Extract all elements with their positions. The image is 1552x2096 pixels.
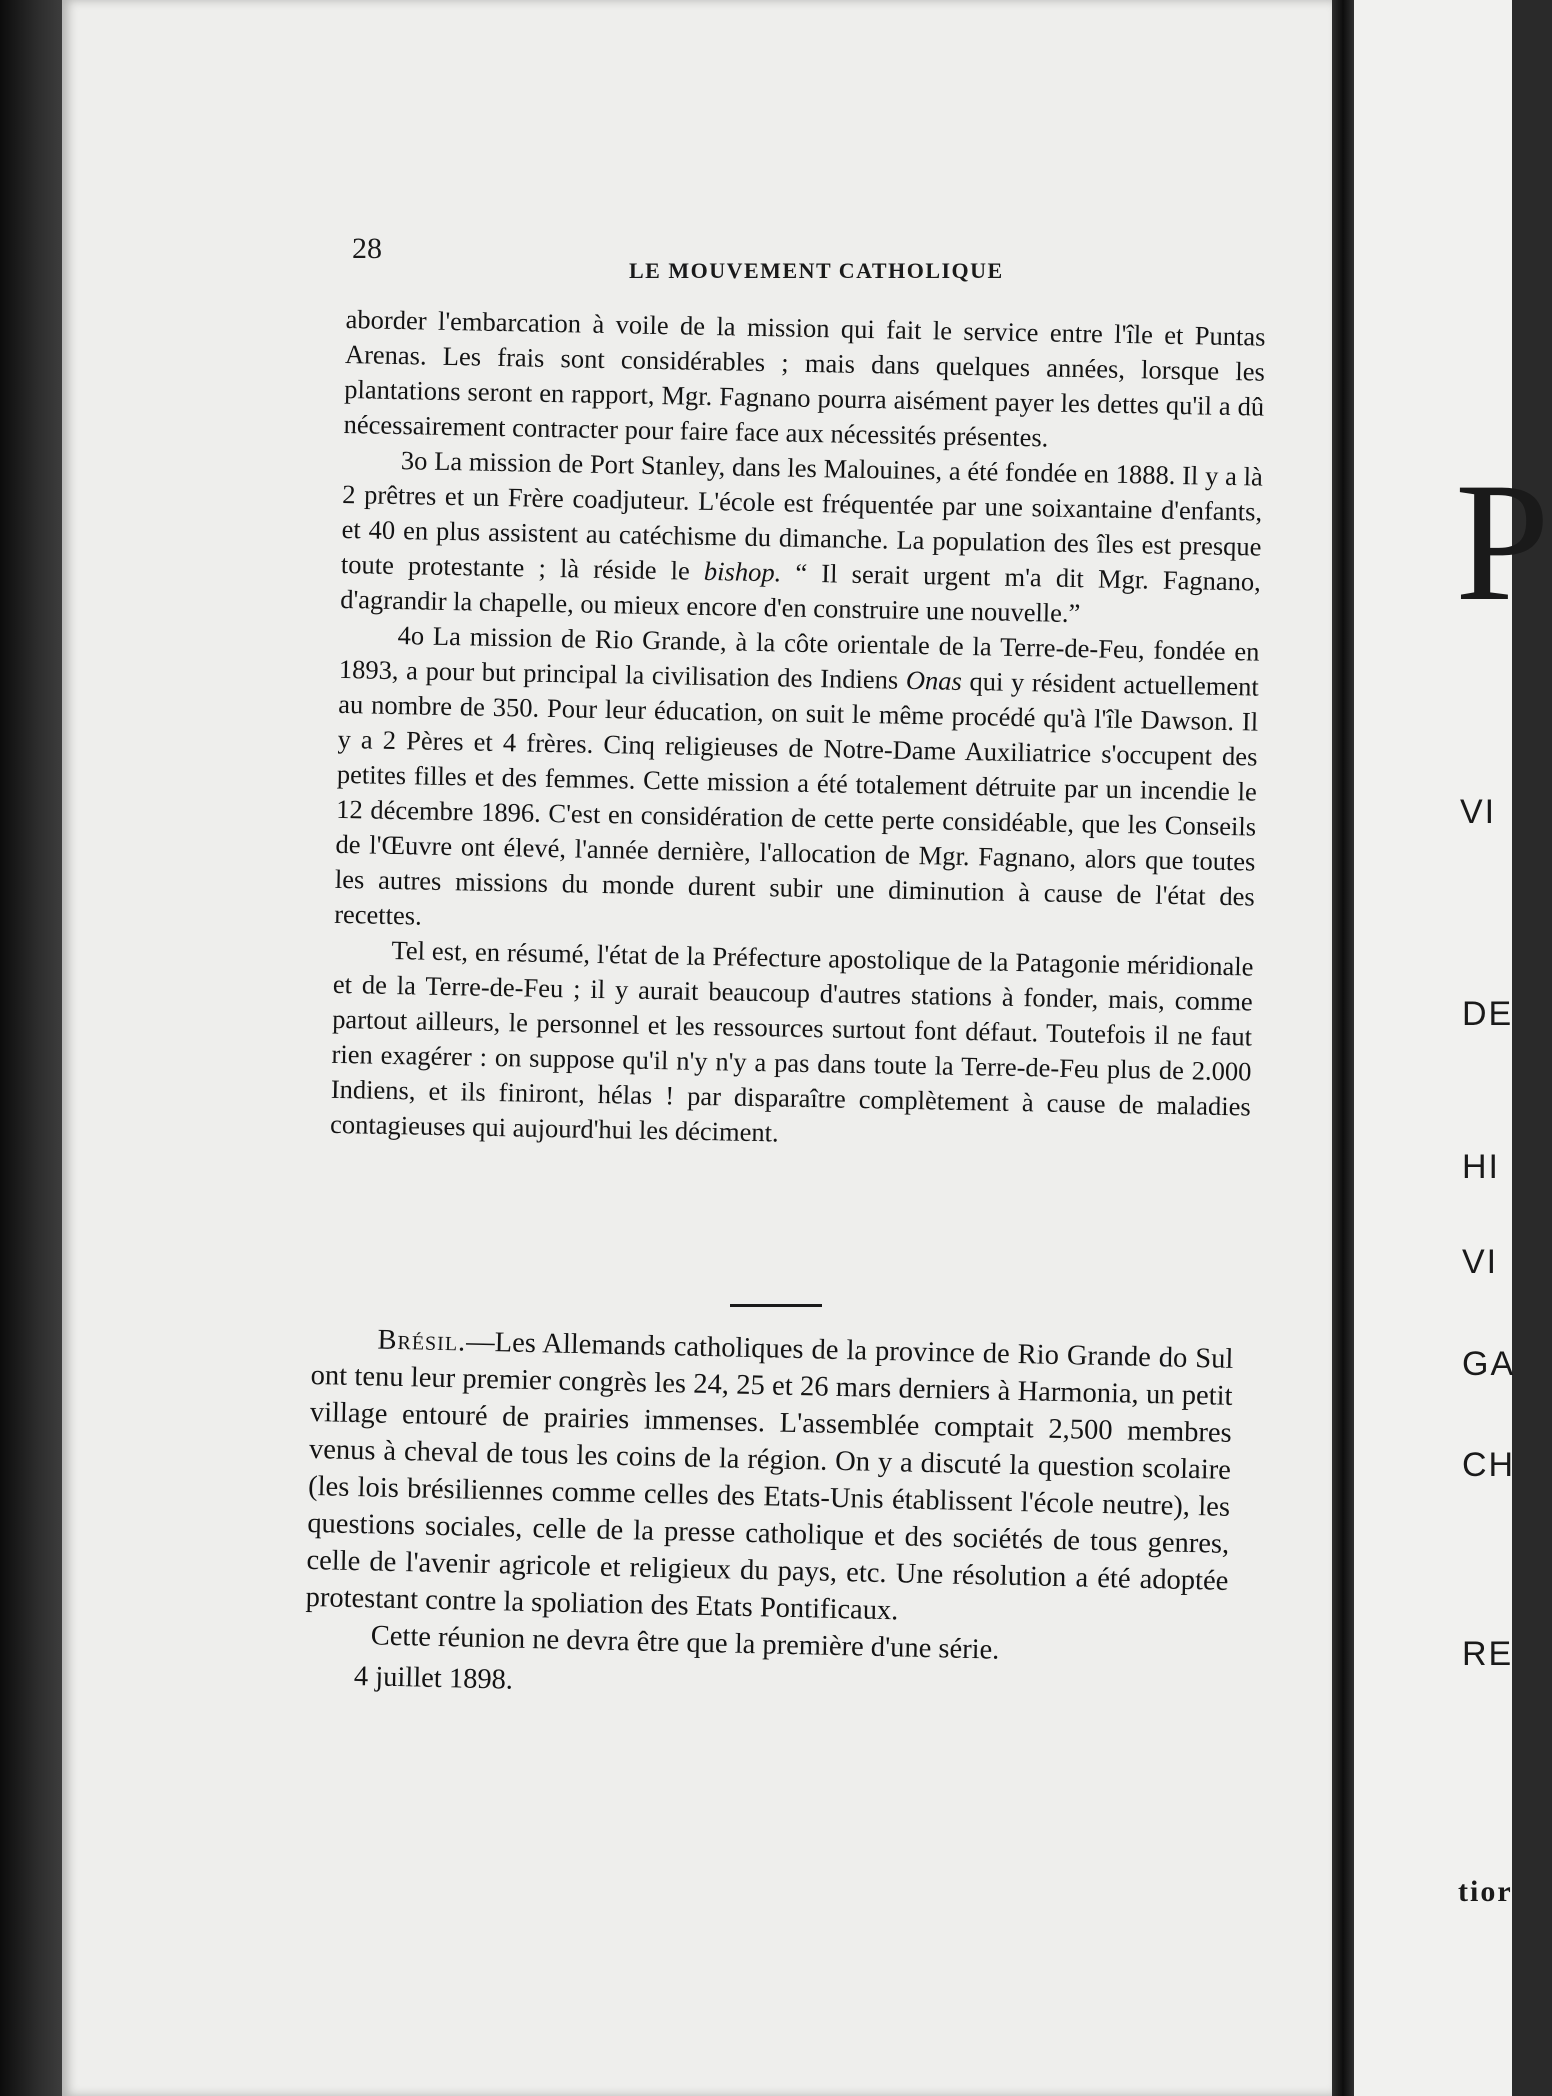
paragraph-rio-grande bbox=[334, 617, 1260, 950]
text-block-bresil bbox=[304, 1320, 1234, 1715]
paragraph-port-stanley bbox=[340, 442, 1263, 635]
date-line: 4 juillet 1898. bbox=[353, 1661, 514, 1696]
right-page bbox=[1354, 0, 1512, 2096]
book-edge-left bbox=[0, 0, 62, 2096]
running-head: LE MOUVEMENT CATHOLIQUE bbox=[629, 258, 1004, 283]
paragraph: aborder l'embarcation à voile de la mission qui fait le service entre l'île et Puntas Arenas. Les frais sont considérables ; mais dans quelques années, lorsque les plantations seront en rapport, Mgr. Fagnano pourra aisément payer les dettes qu'il a dû nécessairement contracter pour faire face aux nécessités présentes. bbox=[343, 303, 1266, 453]
text: 3o La mission de Port Stanley, dans les Malouines, a été fondée en 1888. Il y a là 2 prêtres et un Frère coadjuteur. L'école est fréquentée par une soixantaine d'enfants, et 40 en plus assistent au catéchisme du dimanche. La population des îles est presque toute protestante ; là réside le bbox=[340, 445, 1264, 586]
right-page-fragment: HI bbox=[1462, 1148, 1500, 1186]
paragraph-summary: Tel est, en résumé, l'état de la Préfecture apostolique de la Patagonie méridionale et de la Terre-de-Feu ; il y aurait beaucoup d'autres stations à fonder, mais, comme partout ailleurs, le personnel et les ressources surtout font défaut. Toutefois il ne faut rien exagérer : on suppose qu'il n'y n'y a pas dans toute la Terre-de-Feu plus de 2.000 Indiens, et ils finiront, hélas ! par disparaître complètement à cause de maladies contagieuses qui aujourd'hui les déciment. bbox=[329, 934, 1254, 1148]
right-page-fragment: tior bbox=[1458, 1875, 1513, 1908]
right-page-fragment: VI bbox=[1462, 1243, 1499, 1281]
right-page-fragment: RE bbox=[1462, 1635, 1514, 1673]
text: “ Il serait urgent m'a dit Mgr. Fagnano, d'agrandir la chapelle, ou mieux encore d'en construire une nouvelle.” bbox=[340, 557, 1262, 629]
italic-term: bishop. bbox=[703, 555, 782, 588]
right-page-fragment: DE bbox=[1462, 995, 1514, 1033]
text-block-mission bbox=[330, 302, 1266, 1160]
text: 4o La mission de Rio Grande, à la côte orientale de la Terre-de-Feu, fondée en 1893, a pour but principal la civilisation des Indiens bbox=[338, 620, 1260, 695]
paragraph-bresil bbox=[305, 1320, 1233, 1637]
page-number: 28 bbox=[352, 232, 382, 265]
right-page-large-letter: P bbox=[1455, 448, 1552, 636]
section-heading: Brésil. bbox=[377, 1324, 467, 1358]
section-divider bbox=[730, 1304, 822, 1307]
italic-term: Onas bbox=[905, 664, 963, 696]
right-page-fragment: VI bbox=[1460, 793, 1497, 831]
right-page-fragment: CH bbox=[1462, 1446, 1516, 1484]
text: —Les Allemands catholiques de la province de Rio Grande do Sul ont tenu leur premier congrès les 24, 25 et 26 mars derniers à Harmonia, un petit village entouré de prairies immenses. L'assemblée comptait 2,500 membres venus à cheval de tous les coins de la région. On y a discuté la question scolaire (les lois brésiliennes comme celles des Etats-Unis établissent l'école neutre), les questions sociales, celle de la presse catholique et des sociétés de tous genres, celle de l'avenir agricole et religieux du pays, etc. Une résolution a été adoptée protestant contre la spoliation des Etats Pontificaux. bbox=[305, 1326, 1234, 1627]
book-gutter bbox=[1332, 0, 1354, 2096]
text: qui y résident actuellement au nombre de 350. Pour leur éducation, on suit le même procédé qu'à l'île Dawson. Il y a 2 Pères et 4 frères. Cinq religieuses de Notre-Dame Auxiliatrice s'occupent des petites filles et des femmes. Cette mission a été totalement détruite par un incendie le 12 décembre 1896. C'est en considération de cette perte considéable, que les Conseils de l'Œuvre ont élevé, l'année dernière, l'allocation de Mgr. Fagnano, alors que toutes les autres missions du monde durent subir une diminution à cause de l'état des recettes. bbox=[333, 666, 1260, 931]
left-page bbox=[62, 0, 1332, 2096]
paragraph-closing: Cette réunion ne devra être que la première d'une série. bbox=[370, 1620, 1000, 1666]
right-page-fragment: GA bbox=[1462, 1345, 1516, 1383]
